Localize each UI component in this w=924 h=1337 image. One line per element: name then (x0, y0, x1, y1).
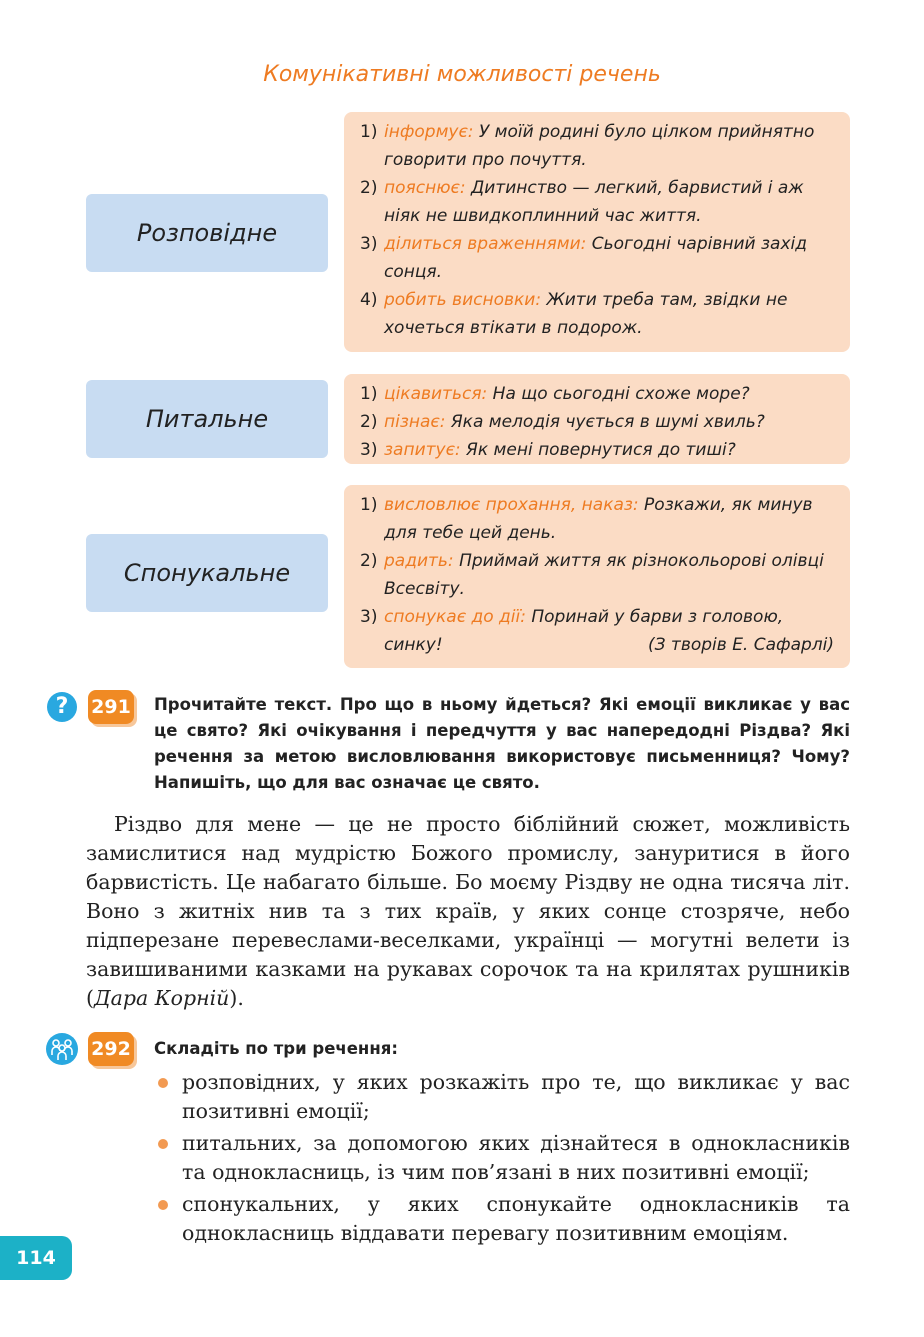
item-number: 1) (360, 495, 378, 515)
exercise-292-list (154, 1068, 850, 1251)
example-item (360, 174, 834, 230)
item-text: У моїй родині було цілком прийнятно говорити про почуття. (384, 122, 815, 170)
example-item (360, 118, 834, 174)
item-text: Поринай у барви з головою, синку! (384, 607, 784, 655)
item-number: 3) (360, 607, 378, 627)
page-title: Комунікативні можливості речень (263, 62, 661, 87)
example-item (360, 286, 834, 342)
example-item (360, 436, 834, 464)
item-number: 2) (360, 178, 378, 198)
exercise-292-instructions: Складіть по три речення: (154, 1039, 398, 1058)
passage-end: ). (229, 986, 244, 1010)
item-text: Як мені повернутися до тиші? (460, 440, 736, 460)
item-number: 1) (360, 122, 378, 142)
item-text: Розкажи, як минув для тебе цей день. (384, 495, 813, 543)
passage-author: Дара Корній (94, 986, 230, 1010)
example-item (360, 230, 834, 286)
list-item-text: розповідних, у яких розкажіть про те, що викликає у вас позитивні емоції; (182, 1070, 850, 1123)
item-key: пояснює: (384, 178, 466, 198)
item-key: робить висновки: (384, 290, 542, 310)
reading-passage (86, 810, 850, 1013)
item-number: 2) (360, 412, 378, 432)
bullet-icon (158, 1200, 168, 1210)
item-key: радить: (384, 551, 454, 571)
source-citation: (З творів Е. Сафарлі) (648, 635, 834, 655)
item-number: 1) (360, 384, 378, 404)
sentence-type-declarative: Розповідне (86, 194, 328, 272)
list-item (154, 1129, 850, 1187)
item-key: пізнає: (384, 412, 446, 432)
item-text: На що сьогодні схоже море? (487, 384, 750, 404)
example-item (360, 491, 834, 547)
item-key: запитує: (384, 440, 461, 460)
bullet-icon (158, 1078, 168, 1088)
item-number: 3) (360, 440, 378, 460)
list-item (154, 1068, 850, 1126)
passage-text: Різдво для мене — це не просто біблійний сюжет, можливість замислитися над мудрістю Божого промислу, зануритися в його барвистість. Це набагато більше. Бо моєму Різдву не одна тисяча літ. Воно з житніх нив та з тих країв, у яких сонце стозряче, небо підперезане перевеслами-веселками, українці — могутні велети із завишиваними казками на рукавах сорочок та на крилятах рушників ( (86, 812, 850, 1010)
bullet-icon (158, 1139, 168, 1149)
item-text: Приймай життя як різнокольорові олівці Всесвіту. (384, 551, 824, 599)
item-number: 3) (360, 234, 378, 254)
item-key: інформує: (384, 122, 474, 142)
item-key: ділиться враженнями: (384, 234, 587, 254)
item-text: Яка мелодія чується в шумі хвиль? (445, 412, 765, 432)
example-item (360, 380, 834, 408)
exercise-number-291: 291 (88, 690, 134, 724)
example-item (360, 603, 834, 659)
sentence-type-interrogative: Питальне (86, 380, 328, 458)
group-work-icon (46, 1033, 78, 1065)
item-number: 2) (360, 551, 378, 571)
examples-interrogative (344, 374, 850, 464)
item-number: 4) (360, 290, 378, 310)
list-item (154, 1190, 850, 1248)
item-key: цікавиться: (384, 384, 488, 404)
exercise-291-instructions: Прочитайте текст. Про що в ньому йдеться? Які емоції викликає у вас це свято? Які очікування і передчуття у вас напередодні Різдва? Які речення за метою висловлювання використовує письменниця? Чому? Напишіть, що для вас означає це свято. (154, 695, 850, 792)
examples-imperative (344, 485, 850, 668)
list-item-text: питальних, за допомогою яких дізнайтеся в однокласників та однокласниць, із чим пов’язані в них позитивні емоції; (182, 1131, 850, 1184)
question-icon: ? (47, 692, 77, 722)
example-item (360, 408, 834, 436)
item-key: спонукає до дії: (384, 607, 526, 627)
sentence-type-imperative: Спонукальне (86, 534, 328, 612)
examples-declarative (344, 112, 850, 352)
item-text: Жити треба там, звідки не хочеться втікати в подорож. (384, 290, 788, 338)
item-text: Дитинство — легкий, барвистий і аж ніяк не швидкоплинний час життя. (384, 178, 804, 226)
exercise-number-292: 292 (88, 1032, 134, 1066)
item-text: Сьогодні чарівний захід сонця. (384, 234, 807, 282)
list-item-text: спонукальних, у яких спонукайте однокласників та однокласниць віддавати перевагу позитивним емоціям. (182, 1192, 850, 1245)
item-key: висловлює прохання, наказ: (384, 495, 639, 515)
page-number: 114 (0, 1236, 72, 1280)
example-item (360, 547, 834, 603)
